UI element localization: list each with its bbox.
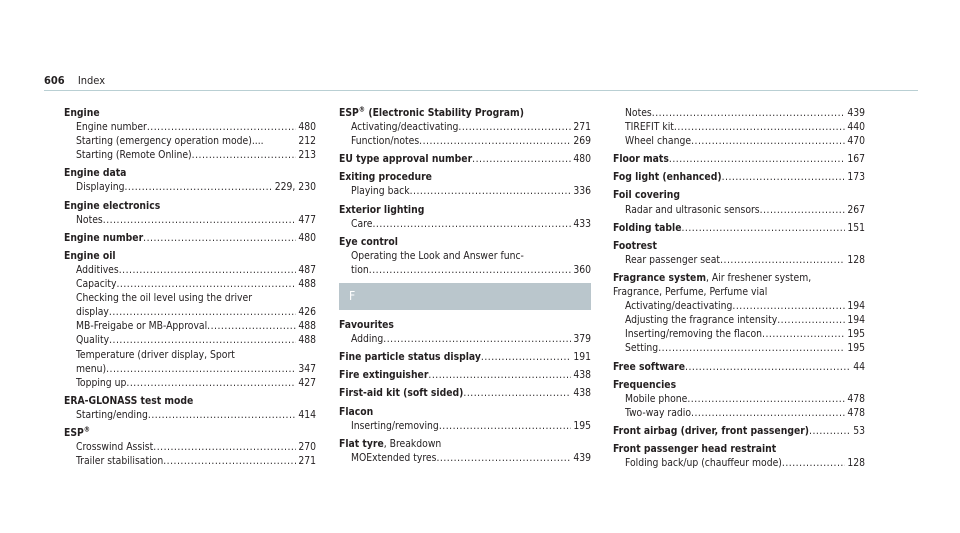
subentry[interactable]: MB-Freigabe or MB-Approval ..... 488	[64, 319, 316, 333]
index-entry	[613, 271, 865, 356]
subentry[interactable]: Starting (emergency operation mode).... 212	[76, 135, 316, 148]
index-entry	[339, 235, 591, 277]
entry-heading: ERA-GLONASS test mode	[64, 394, 194, 407]
index-entry	[64, 231, 316, 245]
entry-heading: Engine data	[64, 167, 127, 180]
index-entry	[339, 405, 591, 433]
subentry[interactable]: display ..... 426	[64, 305, 316, 319]
subentry-line: Operating the Look and Answer func-	[351, 249, 524, 262]
subentry-line: Temperature (driver display, Sport	[76, 348, 235, 361]
subentry[interactable]: menu) ..... 347	[64, 362, 316, 376]
subentry[interactable]: Engine number ..... 480	[64, 120, 316, 134]
entry-heading: Front passenger head restraint	[613, 442, 777, 455]
subentry[interactable]: Two-way radio ..... 478	[613, 406, 865, 420]
entry-heading: Exterior lighting	[339, 203, 425, 216]
index-entry	[339, 368, 591, 382]
subentry[interactable]: tion ..... 360	[339, 263, 591, 277]
entry-heading-with-page[interactable]: Folding table ..... 151	[613, 221, 865, 235]
index-entry	[613, 188, 865, 216]
entry-heading-with-page[interactable]: Free software ..... 44	[613, 360, 865, 374]
index-entry	[339, 350, 591, 364]
entry-heading: Fragrance system, Air freshener system, Fragrance, Perfume, Perfume vial	[613, 271, 812, 299]
index-column-2	[339, 106, 591, 469]
entry-heading-with-page[interactable]: EU type approval number ..... 480	[339, 152, 591, 166]
index-entry	[339, 318, 591, 346]
index-entry	[339, 152, 591, 166]
subentry[interactable]: MOExtended tyres ..... 439	[339, 451, 591, 465]
entry-heading: Frequencies	[613, 378, 677, 391]
entry-heading-with-page[interactable]: Front airbag (driver, front passenger) ..... 53	[613, 424, 865, 438]
index-entry	[64, 199, 316, 227]
index-column-3	[613, 106, 865, 474]
page-title: Index	[77, 74, 106, 87]
index-entry	[339, 386, 591, 400]
entry-heading-with-page[interactable]: Engine number ..... 480	[64, 231, 316, 245]
entry-heading: Engine	[64, 107, 100, 119]
subentry[interactable]: Additives ..... 487	[64, 263, 316, 277]
index-entry	[64, 426, 316, 468]
entry-heading: Favourites	[339, 319, 394, 332]
subentry[interactable]: Trailer stabilisation ..... 271	[64, 454, 316, 468]
subentry[interactable]: Playing back ..... 336	[339, 184, 591, 198]
entry-heading-with-page[interactable]: Fog light (enhanced) ..... 173	[613, 170, 865, 184]
subentry[interactable]: Radar and ultrasonic sensors ..... 267	[613, 203, 865, 217]
entry-heading: Flacon	[339, 405, 374, 418]
index-entry	[613, 378, 865, 420]
subentry[interactable]: Wheel change ..... 470	[613, 134, 865, 148]
entry-heading: ESP® (Electronic Stability Program)	[339, 105, 524, 119]
entry-heading: Exiting procedure	[339, 171, 432, 184]
index-entry	[64, 249, 316, 390]
subentry[interactable]: Activating/deactivating ..... 271	[339, 120, 591, 134]
entry-heading-with-page[interactable]: Fire extinguisher ..... 438	[339, 368, 591, 382]
index-entry	[339, 437, 591, 465]
subentry[interactable]: Mobile phone ..... 478	[613, 392, 865, 406]
index-column-1	[64, 106, 316, 472]
index-entry	[613, 442, 865, 470]
page-header	[44, 74, 105, 87]
entry-heading: Footrest	[613, 239, 657, 252]
index-entry	[613, 424, 865, 438]
subentry[interactable]: TIREFIT kit ..... 440	[613, 120, 865, 134]
entry-heading: Engine oil	[64, 249, 116, 262]
subentry[interactable]: Quality ..... 488	[64, 333, 316, 347]
entry-heading-with-page[interactable]: Floor mats ..... 167	[613, 152, 865, 166]
entry-heading-with-page[interactable]: Fine particle status display ..... 191	[339, 350, 591, 364]
page-number: 606	[44, 74, 65, 87]
index-entry	[613, 170, 865, 184]
subentry[interactable]: Care ..... 433	[339, 217, 591, 231]
subentry[interactable]: Displaying ..... 229, 230	[64, 180, 316, 194]
subentry[interactable]: Setting ..... 195	[613, 341, 865, 355]
section-letter: F	[349, 289, 356, 304]
subentry[interactable]: Activating/deactivating ..... 194	[613, 299, 865, 313]
subentry[interactable]: Folding back/up (chauffeur mode) ..... 128	[613, 456, 865, 470]
subentry[interactable]: Adjusting the fragrance intensity ..... 194	[613, 313, 865, 327]
subentry[interactable]: Topping up ..... 427	[64, 376, 316, 390]
index-entry-continued	[613, 106, 865, 148]
index-entry	[613, 360, 865, 374]
index-entry	[64, 166, 316, 194]
subentry[interactable]: Crosswind Assist ..... 270	[64, 440, 316, 454]
subentry[interactable]: Inserting/removing ..... 195	[339, 419, 591, 433]
subentry[interactable]: Notes ..... 439	[613, 106, 865, 120]
subentry[interactable]: Function/notes ..... 269	[339, 134, 591, 148]
index-entry	[613, 221, 865, 235]
index-entry	[339, 203, 591, 231]
subentry[interactable]: Notes ..... 477	[64, 213, 316, 227]
subentry[interactable]: Capacity ..... 488	[64, 277, 316, 291]
section-letter-bar	[339, 283, 591, 310]
entry-heading: Eye control	[339, 235, 398, 248]
subentry[interactable]: Inserting/removing the flacon ..... 195	[613, 327, 865, 341]
index-entry	[613, 239, 865, 267]
entry-heading: Foil covering	[613, 189, 680, 202]
index-entry	[64, 106, 316, 162]
subentry[interactable]: Rear passenger seat ..... 128	[613, 253, 865, 267]
entry-heading-with-page[interactable]: First-aid kit (soft sided) ..... 438	[339, 386, 591, 400]
entry-heading: ESP®	[64, 425, 91, 439]
entry-heading: Flat tyre, Breakdown	[339, 437, 442, 450]
index-entry	[339, 106, 591, 148]
index-entry	[613, 152, 865, 166]
subentry-line: Checking the oil level using the driver	[76, 292, 253, 305]
subentry[interactable]: Starting/ending ..... 414	[64, 408, 316, 422]
header-divider	[44, 90, 918, 91]
entry-heading: Engine electronics	[64, 199, 161, 212]
subentry[interactable]: Adding ..... 379	[339, 332, 591, 346]
subentry[interactable]: Starting (Remote Online) ..... 213	[64, 148, 316, 162]
index-entry	[339, 170, 591, 198]
index-entry	[64, 394, 316, 422]
